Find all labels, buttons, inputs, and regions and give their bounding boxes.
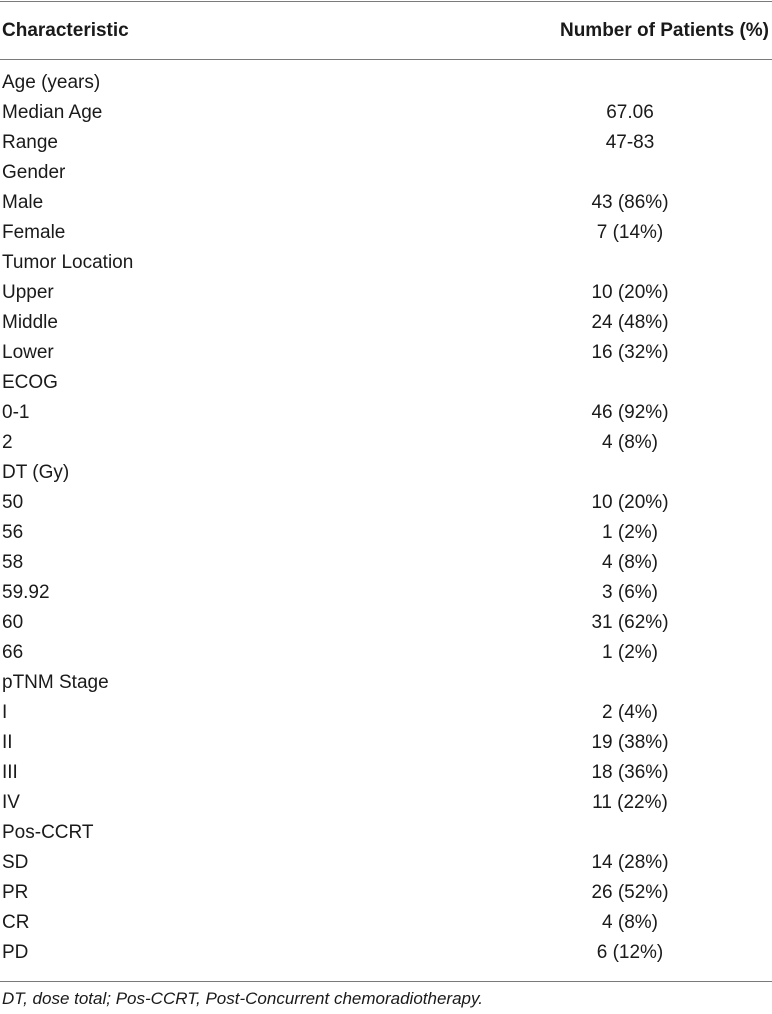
row-value: 10 (20%)	[591, 492, 669, 513]
row-label: III	[2, 762, 18, 783]
row-value: 1 (2%)	[602, 522, 658, 543]
table-row	[0, 818, 772, 848]
table-row	[0, 788, 772, 818]
table-bottom-rule	[0, 981, 772, 982]
row-label: 58	[2, 552, 24, 573]
table-row	[0, 428, 772, 458]
table-row	[0, 518, 772, 548]
row-label: pTNM Stage	[2, 672, 109, 693]
table-row	[0, 728, 772, 758]
table-row	[0, 308, 772, 338]
row-value: 14 (28%)	[591, 852, 669, 873]
row-value: 24 (48%)	[591, 312, 669, 333]
row-value: 1 (2%)	[602, 642, 658, 663]
row-label: Male	[2, 192, 44, 213]
row-value: 26 (52%)	[591, 882, 669, 903]
row-value: 31 (62%)	[591, 612, 669, 633]
table-row	[0, 578, 772, 608]
table-row	[0, 248, 772, 278]
table-row	[0, 98, 772, 128]
row-value: 18 (36%)	[591, 762, 669, 783]
table-row	[0, 938, 772, 968]
table-row	[0, 878, 772, 908]
row-label: PR	[2, 882, 29, 903]
row-value: 2 (4%)	[602, 702, 658, 723]
row-label: Female	[2, 222, 66, 243]
row-value: 16 (32%)	[591, 342, 669, 363]
table-row	[0, 548, 772, 578]
row-label: Gender	[2, 162, 66, 183]
row-value: 11 (22%)	[592, 792, 668, 813]
row-value: 4 (8%)	[602, 552, 658, 573]
table-row	[0, 908, 772, 938]
row-label: CR	[2, 912, 30, 933]
row-label: 60	[2, 612, 24, 633]
table-row	[0, 128, 772, 158]
row-label: I	[2, 702, 8, 723]
row-label: Tumor Location	[2, 252, 134, 273]
table-row	[0, 158, 772, 188]
table-body	[0, 68, 772, 968]
table-row	[0, 278, 772, 308]
row-label: Median Age	[2, 102, 103, 123]
row-label: SD	[2, 852, 29, 873]
table-row	[0, 638, 772, 668]
table-row	[0, 668, 772, 698]
header-number-of-patients: Number of Patients (%)	[559, 20, 769, 41]
table-row	[0, 758, 772, 788]
row-label: Age (years)	[2, 72, 101, 93]
row-label: IV	[2, 792, 20, 813]
row-value: 67.06	[606, 102, 654, 123]
table-row	[0, 338, 772, 368]
table-row	[0, 458, 772, 488]
row-value: 46 (92%)	[591, 402, 669, 423]
row-label: 0-1	[2, 402, 30, 423]
row-label: Middle	[2, 312, 58, 333]
table-row	[0, 698, 772, 728]
table-row	[0, 218, 772, 248]
row-label: DT (Gy)	[2, 462, 70, 483]
table-row	[0, 188, 772, 218]
table-row	[0, 608, 772, 638]
table-row	[0, 368, 772, 398]
row-label: ECOG	[2, 372, 58, 393]
table-row	[0, 68, 772, 98]
row-label: 50	[2, 492, 24, 513]
row-label: 59.92	[2, 582, 50, 603]
row-value: 10 (20%)	[591, 282, 669, 303]
row-label: Pos-CCRT	[2, 822, 94, 843]
row-value: 43 (86%)	[591, 192, 669, 213]
row-value: 19 (38%)	[591, 732, 669, 753]
table-footnote: DT, dose total; Pos-CCRT, Post-Concurrent chemoradiotherapy.	[2, 989, 483, 1008]
header-bottom-rule	[0, 59, 772, 60]
row-label: 56	[2, 522, 24, 543]
header-characteristic: Characteristic	[2, 20, 129, 41]
table-row	[0, 848, 772, 878]
table-header	[0, 2, 772, 59]
row-value: 4 (8%)	[602, 432, 658, 453]
row-label: 2	[2, 432, 13, 453]
row-value: 47-83	[605, 132, 655, 153]
row-label: II	[2, 732, 13, 753]
row-label: PD	[2, 942, 29, 963]
row-label: Upper	[2, 282, 54, 303]
row-value: 4 (8%)	[602, 912, 658, 933]
row-value: 3 (6%)	[602, 582, 658, 603]
table-row	[0, 488, 772, 518]
row-value: 7 (14%)	[596, 222, 664, 243]
table-row	[0, 398, 772, 428]
row-label: 66	[2, 642, 24, 663]
row-label: Range	[2, 132, 58, 153]
row-value: 6 (12%)	[596, 942, 664, 963]
row-label: Lower	[2, 342, 54, 363]
